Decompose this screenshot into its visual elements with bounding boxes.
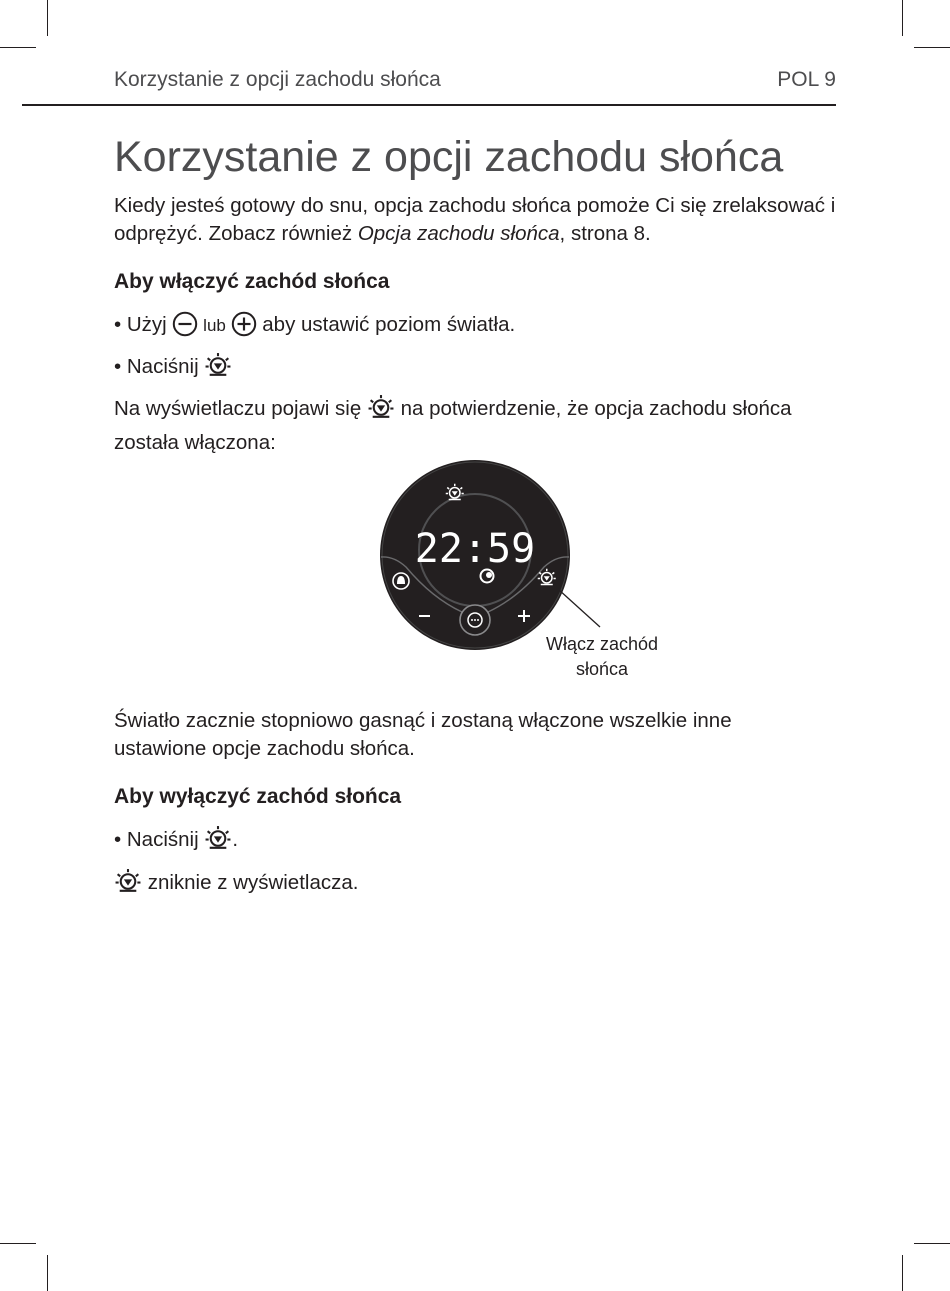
clock-time: 22:59 [414, 526, 536, 572]
plus-circle-icon [231, 311, 257, 345]
header-section-title: Korzystanie z opcji zachodu słońca [114, 68, 441, 91]
crop-mark [914, 1243, 950, 1244]
display-text: Na wyświetlaczu pojawi się [114, 397, 367, 420]
intro-paragraph [114, 192, 854, 248]
callout-leader-line [558, 589, 600, 627]
cross-reference-link: Opcja zachodu słońca [357, 222, 560, 245]
sunset-icon [114, 868, 142, 903]
bullet-adjust-light [114, 311, 854, 345]
page-title: Korzystanie z opcji zachodu słońca [114, 133, 784, 181]
crop-mark [47, 0, 48, 36]
bullet-text: • Naciśnij [114, 355, 205, 378]
bullet-or-text: lub [198, 316, 231, 335]
bullet-text-end: . [232, 828, 239, 851]
crop-mark [47, 1255, 48, 1291]
header-page-number: POL 9 [777, 68, 836, 91]
bullet-press-sunset-disable [114, 825, 854, 860]
callout-line-2: słońca [575, 659, 629, 679]
callout-line-1: Włącz zachód [545, 634, 659, 654]
sunset-icon [204, 825, 232, 860]
intro-text: Kiedy jesteś gotowy do snu, opcja zachodu słońca pomoże Ci się zrelaksować i odprężyć. Zobacz również [114, 194, 836, 245]
crop-mark [902, 0, 903, 36]
bullet-text-end: aby ustawić poziom światła. [256, 313, 516, 336]
bullet-text: • Naciśnij [114, 828, 205, 851]
display-text-end: na potwierdzenie, że opcja zachodu słońca została włączona: [114, 397, 792, 454]
sunset-icon [204, 352, 232, 387]
enable-heading: Aby włączyć zachód słońca [114, 270, 390, 293]
header-rule [22, 104, 836, 106]
intro-text-end: , strona 8. [559, 222, 651, 245]
sunset-button-callout [530, 632, 674, 682]
after-enable-paragraph: Światło zacznie stopniowo gasnąć i zostaną włączone wszelkie inne ustawione opcje zachodu słońca. [114, 709, 732, 760]
crop-mark [914, 47, 950, 48]
menu-dots-icon [460, 605, 490, 635]
page-header [114, 68, 836, 96]
crop-mark [0, 1243, 36, 1244]
crop-mark [902, 1255, 903, 1291]
crop-mark [0, 47, 36, 48]
display-paragraph [114, 394, 814, 457]
disable-result-paragraph [114, 868, 854, 903]
disable-result-text: zniknie z wyświetlacza. [142, 871, 359, 894]
disable-heading: Aby wyłączyć zachód słońca [114, 785, 402, 808]
bullet-text: • Użyj [114, 313, 173, 336]
minus-circle-icon [172, 311, 198, 345]
bullet-press-sunset [114, 352, 854, 387]
sunset-icon [367, 394, 395, 429]
